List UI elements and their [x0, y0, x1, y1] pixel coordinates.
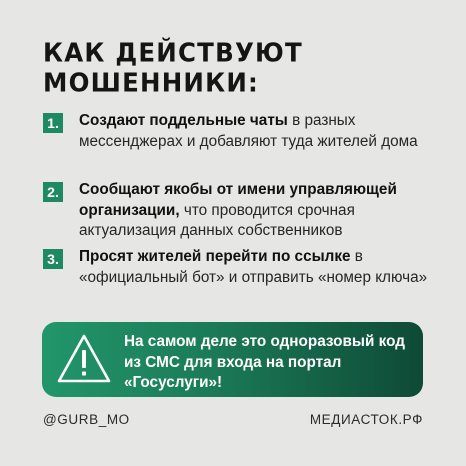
footer-site: МЕДИАСТОК.РФ	[309, 412, 423, 427]
item-number-badge: 3.	[43, 249, 63, 269]
item-number-badge: 1.	[43, 113, 63, 133]
callout-text: На самом деле это одноразовый код из СМС для входа на портал «Госуслуги»!	[124, 333, 405, 391]
item-bold-text: Просят жителей перейти по ссылке	[79, 248, 351, 265]
page-title	[43, 38, 443, 98]
item-regular-text: в разных мессенджерах и добавляют туда жителей дома	[79, 112, 418, 150]
item-text	[79, 180, 429, 242]
item-regular-text: что проводится срочная актуализация данных собственников	[79, 201, 355, 239]
warning-triangle-icon	[56, 333, 112, 385]
footer-handle: @GURB_MO	[43, 412, 130, 427]
title-line-2: МОШЕННИКИ:	[43, 66, 260, 98]
warning-callout	[42, 322, 423, 397]
title-line-1: КАК ДЕЙСТВУЮТ	[43, 36, 303, 68]
item-number-badge: 2.	[43, 182, 63, 202]
item-bold-text: Сообщают якобы от имени управляющей организации,	[79, 181, 397, 219]
item-regular-text: в «официальный бот» и отправить «номер ключа»	[79, 248, 428, 286]
item-bold-text: Создают поддельные чаты	[79, 112, 288, 129]
item-text	[79, 111, 429, 152]
item-text	[79, 247, 429, 288]
